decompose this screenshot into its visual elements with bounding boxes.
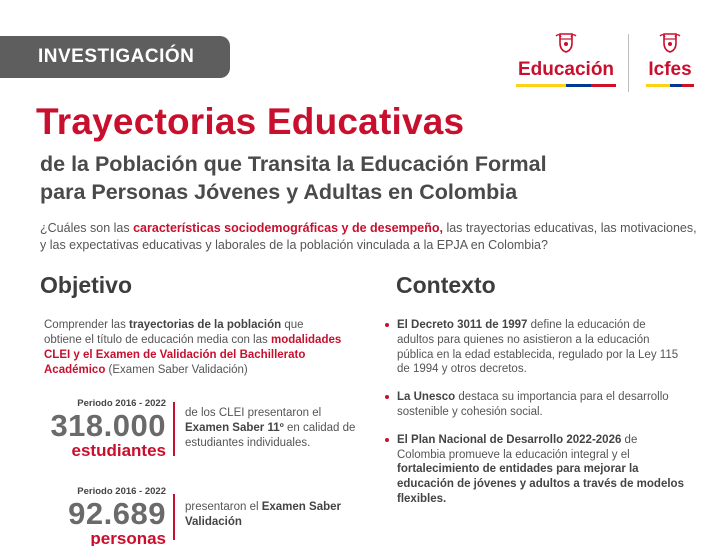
stat-number: 318.000 bbox=[50, 408, 166, 443]
stat-description: presentaron el Examen Saber Validación bbox=[173, 494, 363, 540]
coat-of-arms-icon bbox=[658, 30, 682, 54]
stat-estudiantes bbox=[40, 398, 166, 460]
list-item: La Unesco destaca su importancia para el desarrollo sostenible y cohesión social. bbox=[385, 390, 685, 420]
bullet-icon bbox=[385, 395, 389, 399]
icfes-word: Icfes bbox=[648, 59, 692, 80]
main-title: Trayectorias Educativas bbox=[36, 101, 465, 142]
educacion-logo bbox=[510, 30, 622, 94]
stat-period: Periodo 2016 - 2022 bbox=[77, 486, 166, 497]
stat-number: 92.689 bbox=[68, 496, 166, 531]
institutional-logos bbox=[510, 30, 700, 94]
question-highlight: características sociodemográficas y de desempeño, bbox=[133, 221, 443, 235]
research-question: ¿Cuáles son las características sociodemográficas y de desempeño, las trayectorias educativas, las motivaciones, y las expectativas educativas y laborales de la población vinculada a la EPJA en Colombia? bbox=[40, 221, 697, 252]
contexto-list bbox=[385, 318, 685, 520]
coat-of-arms-icon bbox=[554, 30, 578, 54]
stat-unit: personas bbox=[90, 529, 166, 546]
educacion-word: Educación bbox=[517, 59, 615, 80]
objetivo-text: Comprender las trayectorias de la población que obtiene el título de educación media con las modalidades CLEI y el Examen de Validación del Bachillerato Académico (Examen Saber Validación) bbox=[44, 319, 342, 376]
bullet-icon bbox=[385, 438, 389, 442]
flag-stripe bbox=[646, 84, 694, 87]
section-tag: INVESTIGACIÓN bbox=[0, 36, 230, 78]
subtitle bbox=[40, 150, 700, 206]
subtitle-line-1: de la Población que Transita la Educación Formal bbox=[40, 152, 547, 176]
subtitle-line-2: para Personas Jóvenes y Adultas en Colombia bbox=[40, 180, 518, 204]
list-item: El Plan Nacional de Desarrollo 2022-2026 de Colombia promueve la educación integral y el fortalecimiento de entidades para mejorar la educación de jóvenes y adultos a través de modelos flexibles. bbox=[385, 433, 685, 507]
stat-unit: estudiantes bbox=[71, 441, 166, 460]
flag-stripe bbox=[516, 84, 616, 87]
stat-description: de los CLEI presentaron el Examen Saber 11º en calidad de estudiantes individuales. bbox=[173, 402, 363, 456]
list-item: El Decreto 3011 de 1997 define la educación de adultos para quienes no asistieron a la educación pública en la edad establecida, regulado por la Ley 115 de 1994 y otros decretos. bbox=[385, 318, 685, 377]
stat-personas bbox=[40, 486, 166, 546]
icfes-logo bbox=[640, 30, 700, 94]
objetivo-heading: Objetivo bbox=[40, 272, 133, 298]
logo-divider bbox=[628, 34, 629, 92]
contexto-heading: Contexto bbox=[396, 272, 496, 298]
bullet-icon bbox=[385, 323, 389, 327]
stat-period: Periodo 2016 - 2022 bbox=[77, 398, 166, 409]
